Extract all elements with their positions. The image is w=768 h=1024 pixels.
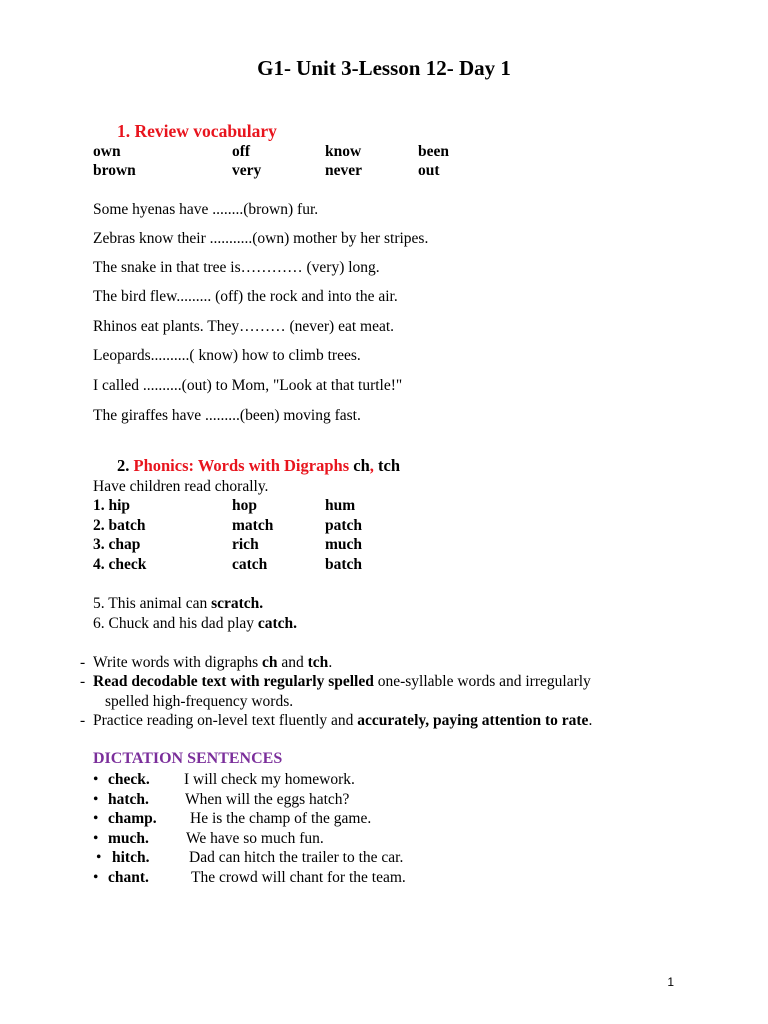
dictation-sentence: The crowd will chant for the team. [191,869,406,886]
vocab-word: brown [93,162,136,179]
phonics-word: hop [232,497,257,514]
list-dash: - [80,673,86,690]
sentence-text: 6. Chuck and his dad play [93,615,258,632]
objective-digraph: tch [307,654,329,671]
bullet: • [93,810,99,827]
dictation-word: check. [108,771,150,788]
phonics-word: batch [325,556,363,573]
vocab-word: never [325,162,363,179]
dictation-word: hatch. [108,791,149,808]
phonics-word: hum [325,497,356,514]
phonics-word: 1. hip [93,497,131,514]
objective-text: accurately, paying attention to rate [357,712,589,729]
phonics-word: 3. chap [93,536,141,553]
dictation-word: much. [108,830,149,847]
dictation-word: hitch. [112,849,150,866]
fill-in-sentence: The giraffes have .........(been) moving fast. [93,407,361,424]
sentence-text: 5. This animal can [93,595,212,612]
vocab-word: out [418,162,440,179]
list-dash: - [80,654,86,671]
section1-heading [117,121,277,142]
digraph-comma: , [369,456,374,475]
fill-in-sentence: Zebras know their ...........(own) mother by her stripes. [93,230,429,247]
bullet: • [93,869,99,886]
fill-in-sentence: Leopards..........( know) how to climb trees. [93,347,361,364]
sentence-target-word: scratch. [211,595,264,612]
phonics-word: much [325,536,363,553]
objective-item [93,712,592,730]
fill-in-sentence: The snake in that tree is………… (very) long. [93,259,380,276]
objective-text: and [277,654,308,671]
section1-number: 1. [117,121,131,141]
objective-text: . [328,654,333,671]
objective-text: . [588,712,593,729]
dictation-sentence: We have so much fun. [186,830,324,847]
phonics-word: 2. batch [93,517,146,534]
list-dash: - [80,712,86,729]
fill-in-sentence: I called ..........(out) to Mom, "Look at that turtle!" [93,377,403,394]
section1-title: Review vocabulary [134,121,277,141]
vocab-word: been [418,143,449,160]
bullet: • [93,830,99,847]
phonics-word: patch [325,517,363,534]
dictation-word: champ. [108,810,157,827]
phonics-sentence [93,595,263,613]
phonics-word: match [232,517,274,534]
objective-digraph: ch [262,654,278,671]
bullet: • [93,771,99,788]
objective-text: Write words with digraphs [93,654,262,671]
dictation-sentence: When will the eggs hatch? [185,791,350,808]
section2-title: Phonics: Words with Digraphs [133,456,350,475]
fill-in-sentence: Some hyenas have ........(brown) fur. [93,201,319,218]
bullet: • [96,849,102,866]
fill-in-sentence: Rhinos eat plants. They……… (never) eat meat. [93,318,395,335]
vocab-word: very [232,162,262,179]
bullet: • [93,791,99,808]
fill-in-sentence: The bird flew......... (off) the rock and into the air. [93,288,398,305]
page-title: G1- Unit 3-Lesson 12- Day 1 [257,56,511,80]
phonics-instruction: Have children read chorally. [93,478,269,495]
objective-text: Read decodable text with regularly spelled [93,673,374,690]
phonics-word: rich [232,536,259,553]
phonics-word: 4. check [93,556,147,573]
objective-text: Practice reading on-level text fluently and [93,712,358,729]
objective-item-continuation: spelled high-frequency words. [105,693,294,710]
dictation-sentence: I will check my homework. [184,771,355,788]
phonics-word: catch [232,556,268,573]
digraph-ch: ch [353,456,370,475]
objective-item [93,673,591,691]
vocab-word: off [232,143,251,160]
page-number: 1 [667,975,674,989]
vocab-word: know [325,143,362,160]
dictation-heading: DICTATION SENTENCES [93,750,283,767]
phonics-sentence [93,615,297,633]
dictation-sentence: He is the champ of the game. [190,810,372,827]
vocab-word: own [93,143,121,160]
sentence-target-word: catch. [257,615,298,632]
dictation-sentence: Dad can hitch the trailer to the car. [189,849,404,866]
digraph-tch: tch [378,456,400,475]
dictation-word: chant. [108,869,149,886]
objective-text: one-syllable words and irregularly [373,673,591,690]
objective-item [93,654,332,672]
section2-heading [117,456,400,476]
section2-number: 2. [117,456,130,475]
